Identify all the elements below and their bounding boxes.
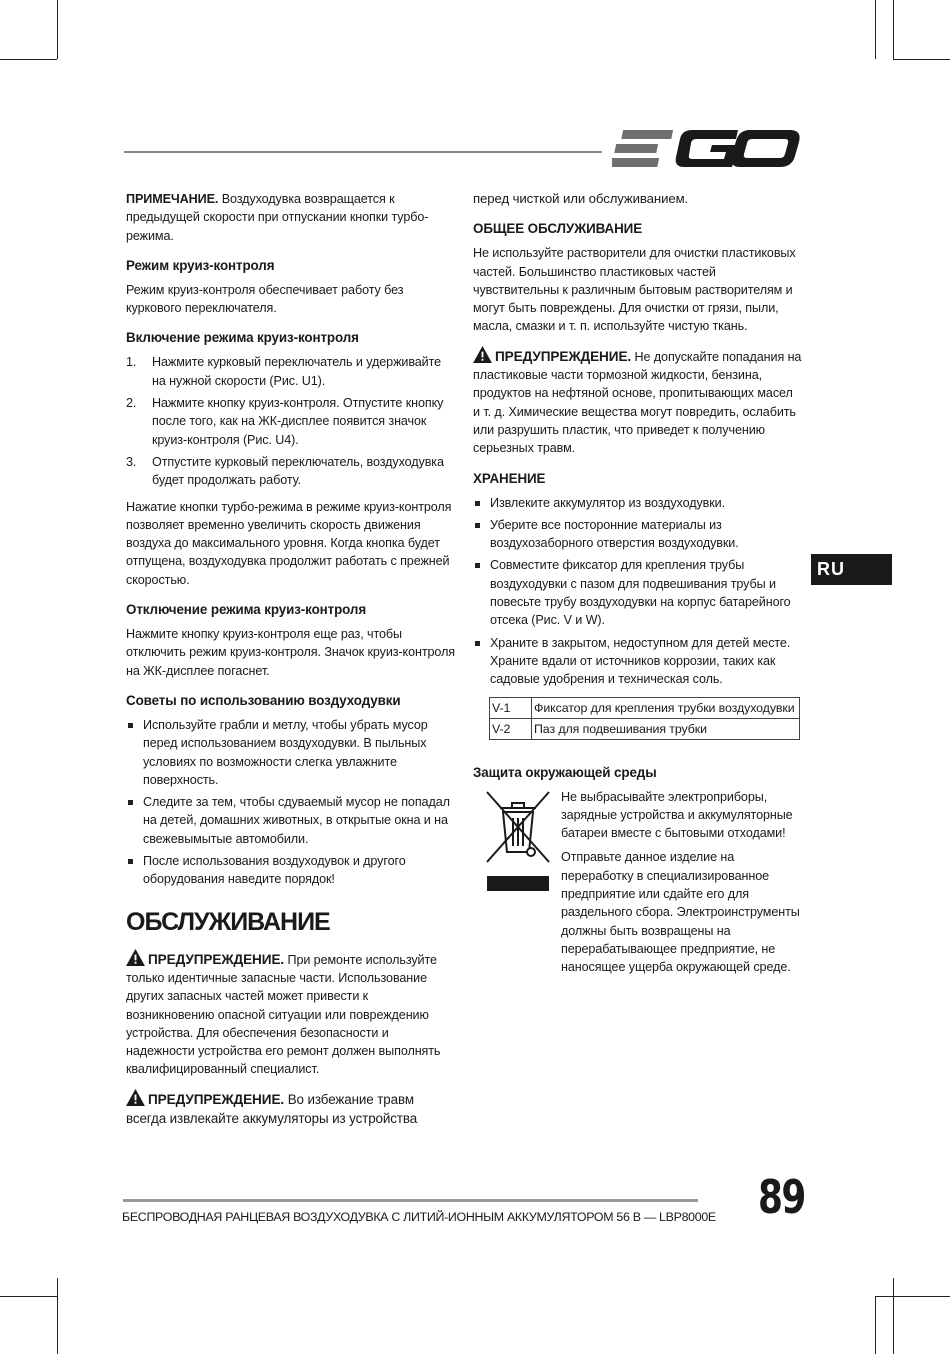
parts-table <box>489 697 800 740</box>
enable-heading: Включение режима круиз-контроля <box>126 330 359 346</box>
crop-mark <box>875 1296 876 1354</box>
part-code: V-1 <box>490 697 532 718</box>
warning-lead: ПРЕДУПРЕЖДЕНИЕ. <box>148 951 285 967</box>
warning-icon <box>473 346 492 363</box>
crop-mark <box>875 1296 950 1297</box>
list-item <box>473 634 803 689</box>
square-bullet-icon <box>475 501 480 506</box>
warning-paragraph <box>126 1089 456 1128</box>
storage-item-text: Уберите все посторонние материалы из воздухозаборного отверстия воздуходувки. <box>490 517 739 551</box>
env-block <box>473 788 803 1028</box>
warning-text: Не допускайте попадания на пластиковые части тормозной жидкости, бензина, продуктов на нефтяной основе, пропитывающих масел и т. д. Химические вещества могут повредить, ослабить или разрушить пластик, что приведет к получению серьезных травм. <box>473 349 802 456</box>
ego-logo <box>612 126 802 172</box>
step-number: 1. <box>126 355 137 370</box>
crop-mark <box>875 0 876 59</box>
env-heading: Защита окружающей среды <box>473 764 657 780</box>
tip-text: Следите за тем, чтобы сдуваемый мусор не попадал на детей, домашних животных, в открытые окна и на свежевымытые автомобили. <box>143 795 450 846</box>
crop-mark <box>893 0 894 59</box>
turbo-text: Нажатие кнопки турбо-режима в режиме круиз-контроля позволяет временно увеличить скорость движения воздуха до максимального уровня. Когда кнопка будет отпущена, воздуходувка продолжит работать с прежней скоростью. <box>126 499 452 587</box>
part-description: Фиксатор для крепления трубки воздуходувки <box>532 697 800 718</box>
continuation-text: перед чисткой или обслуживанием. <box>473 191 689 206</box>
square-bullet-icon <box>128 859 133 864</box>
list-item <box>126 852 456 889</box>
env-text-2: Отправьте данное изделие на переработку в специализированное предприятие или сдайте его для раздельного сбора. Электроинструменты должны быть возвращены на перерабатывающее предприятие, не наносящее ущерба окружающей среде. <box>561 850 800 975</box>
disable-heading: Отключение режима круиз-контроля <box>126 602 367 618</box>
enable-steps-list <box>126 353 456 489</box>
square-bullet-icon <box>475 523 480 528</box>
storage-item-text: Совместите фиксатор для крепления трубы воздуходувки с пазом для подвешивания трубы и повесьте трубу воздуходувки на корпус батарейного отсека (Рис. V и W). <box>490 558 791 628</box>
list-item <box>126 353 456 390</box>
tip-text: Используйте грабли и метлу, чтобы убрать мусор перед использованием воздуходувки. В пыльных условиях по возможности слегка увлажните поверхность. <box>143 717 428 787</box>
warning-icon <box>126 949 145 966</box>
list-item <box>126 793 456 848</box>
crop-mark <box>57 1278 58 1354</box>
general-text: Не используйте растворители для очистки пластиковых частей. Большинство пластиковых частей чувствительны к различным бытовым растворителям и могут быть повреждены. Для очистки от грязи, пыли, масла, смазки и т. п. используйте чистую ткань. <box>473 246 796 334</box>
step-number: 2. <box>126 396 137 411</box>
page-number: 89 <box>758 1170 805 1224</box>
storage-item-text: Храните в закрытом, недоступном для детей месте. Храните вдали от источников коррозии, таких как садовые удобрения и техническая соль. <box>490 635 791 687</box>
right-column <box>473 190 803 1028</box>
header-rule <box>124 151 602 153</box>
left-column <box>126 190 456 1138</box>
square-bullet-icon <box>128 723 133 728</box>
part-description: Паз для подвешивания трубки <box>532 718 800 739</box>
storage-item-text: Извлеките аккумулятор из воздуходувки. <box>490 495 726 510</box>
warning-text: Во избежание травм всегда извлекайте аккумуляторы из устройства <box>126 1091 418 1126</box>
tip-text: После использования воздуходувок и другого оборудования наведите порядок! <box>143 854 406 887</box>
warning-paragraph <box>473 346 803 458</box>
warning-lead: ПРЕДУПРЕЖДЕНИЕ. <box>495 348 632 364</box>
env-text-1: Не выбрасывайте электроприборы, зарядные устройства и аккумуляторные батареи вместе с бытовыми отходами! <box>561 789 793 841</box>
tips-list <box>126 716 456 889</box>
part-code: V-2 <box>490 718 532 739</box>
footer-text: БЕСПРОВОДНАЯ РАНЦЕВАЯ ВОЗДУХОДУВКА С ЛИТИЙ-ИОННЫМ АККУМУЛЯТОРОМ 56 В — LBP8000E <box>122 1210 716 1224</box>
list-item <box>473 556 803 629</box>
table-row <box>490 697 800 718</box>
step-number: 3. <box>126 454 137 469</box>
crop-mark <box>0 59 57 60</box>
list-item <box>126 716 456 789</box>
service-heading: ОБСЛУЖИВАНИЕ <box>126 907 330 936</box>
crop-mark <box>893 59 950 60</box>
footer-rule <box>123 1199 698 1202</box>
list-item <box>473 494 803 512</box>
step-text: Отпустите курковый переключатель, воздуходувка будет продолжать работу. <box>152 454 444 488</box>
env-black-bar <box>487 876 549 891</box>
warning-text: При ремонте используйте только идентичные запасные части. Использование других запасных частей может привести к возникновению опасной ситуации или повреждению устройства. Для обеспечения безопасности и надежности устройства его ремонт должен выполнять квалифицированный специалист. <box>126 952 441 1077</box>
square-bullet-icon <box>475 641 480 646</box>
warning-icon <box>126 1089 145 1106</box>
tips-heading: Советы по использованию воздуходувки <box>126 692 401 708</box>
square-bullet-icon <box>475 563 480 568</box>
language-tab: RU <box>811 554 892 585</box>
crossed-out-wheelie-bin-icon <box>483 790 553 866</box>
cruise-heading: Режим круиз-контроля <box>126 257 275 273</box>
storage-heading: ХРАНЕНИЕ <box>473 470 546 486</box>
warning-lead: ПРЕДУПРЕЖДЕНИЕ. <box>148 1091 285 1107</box>
cruise-text: Режим круиз-контроля обеспечивает работу без куркового переключателя. <box>126 282 404 316</box>
disable-text: Нажмите кнопку круиз-контроля еще раз, чтобы отключить режим круиз-контроля. Значок круиз-контроля на ЖК-дисплее погаснет. <box>126 627 456 678</box>
storage-list <box>473 494 803 689</box>
list-item <box>126 453 456 490</box>
crop-mark <box>0 1296 57 1297</box>
step-text: Нажмите кнопку круиз-контроля. Отпустите кнопку после того, как на ЖК-дисплее появится значок круиз-контроля (Рис. U4). <box>152 396 444 447</box>
table-row <box>490 718 800 739</box>
crop-mark <box>57 0 58 59</box>
warning-paragraph <box>126 949 456 1079</box>
note-lead: ПРИМЕЧАНИЕ. <box>126 192 219 206</box>
note-text: Воздуходувка возвращается к предыдущей скорости при отпускании кнопки турбо-режима. <box>126 192 429 243</box>
square-bullet-icon <box>128 800 133 805</box>
list-item <box>126 394 456 449</box>
general-heading: ОБЩЕЕ ОБСЛУЖИВАНИЕ <box>473 221 643 237</box>
step-text: Нажмите курковый переключатель и удерживайте на нужной скорости (Рис. U1). <box>152 355 442 388</box>
note-paragraph <box>126 190 456 245</box>
crop-mark <box>893 1278 894 1354</box>
env-text <box>561 788 806 983</box>
list-item <box>473 516 803 553</box>
